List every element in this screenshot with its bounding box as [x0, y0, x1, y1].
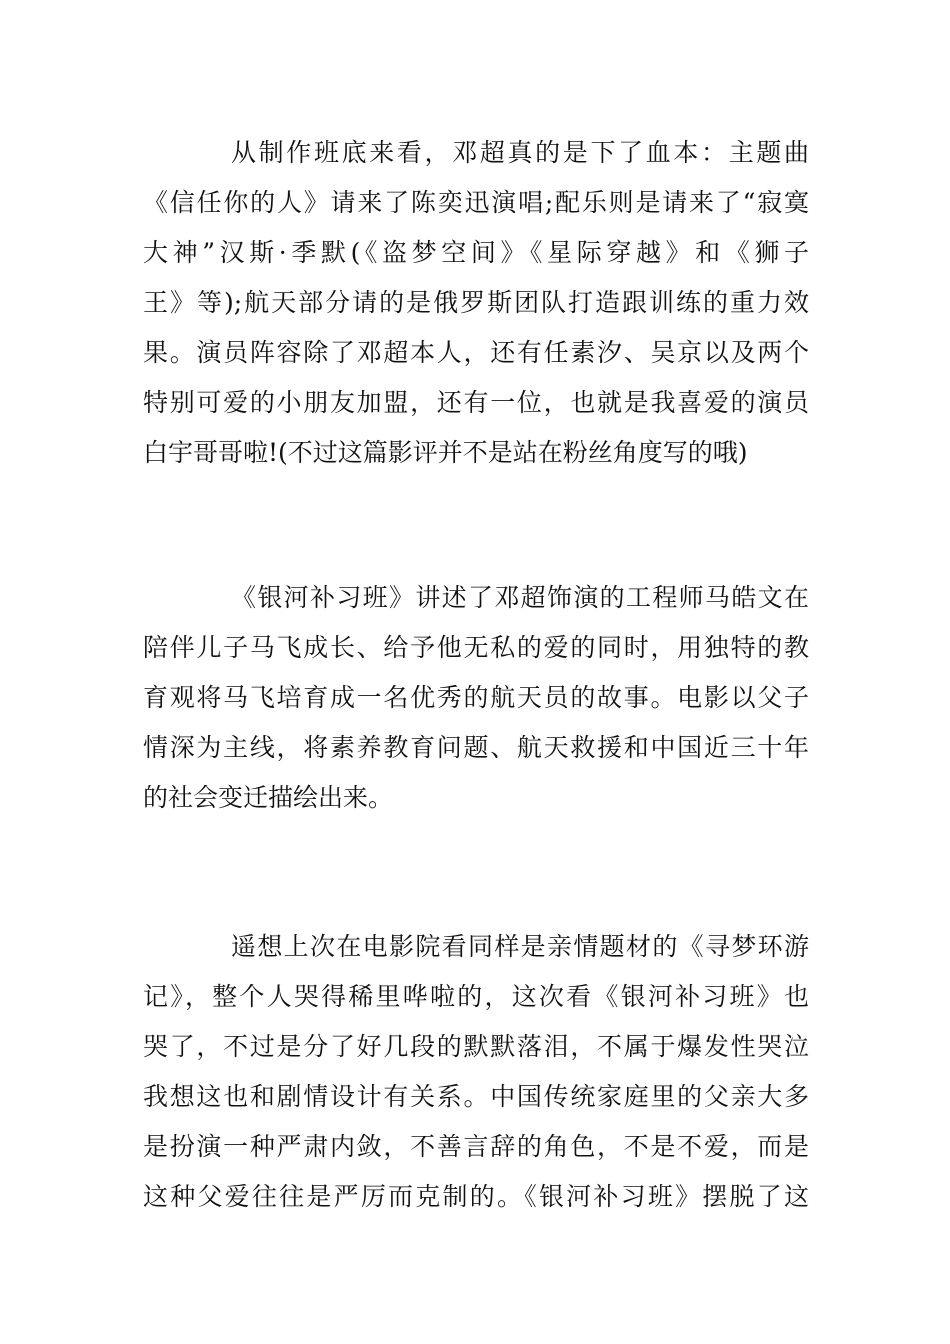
paragraph-viewing-reflection [143, 922, 809, 1222]
text-line: 哭了，不过是分了好几段的默默落泪，不属于爆发性哭泣 [143, 1032, 809, 1061]
text-line: 遥想上次在电影院看同样是亲情题材的《寻梦环游 [231, 932, 809, 961]
text-line: 是扮演一种严肃内敛，不善言辞的角色，不是不爱，而是 [143, 1132, 809, 1161]
text-line: 《银河补习班》讲述了邓超饰演的工程师马皓文在 [231, 583, 809, 612]
text-line: 果。演员阵容除了邓超本人，还有任素汐、吴京以及两个 [143, 338, 809, 367]
text-line: 王》等);航天部分请的是俄罗斯团队打造跟训练的重力效 [143, 288, 809, 317]
text-line: 这种父爱往往是严厉而克制的。《银河补习班》摆脱了这 [143, 1182, 809, 1211]
text-line: 育观将马飞培育成一名优秀的航天员的故事。电影以父子 [143, 683, 809, 712]
text-line: 特别可爱的小朋友加盟，还有一位，也就是我喜爱的演员 [143, 388, 809, 417]
paragraph-production-team [143, 128, 809, 478]
text-line: 《信任你的人》请来了陈奕迅演唱;配乐则是请来了“寂寞 [143, 188, 809, 217]
text-line: 白宇哥哥啦!(不过这篇影评并不是站在粉丝角度写的哦) [143, 438, 748, 467]
text-line: 的社会变迁描绘出来。 [143, 783, 394, 812]
text-line: 我想这也和剧情设计有关系。中国传统家庭里的父亲大多 [143, 1082, 809, 1111]
text-line: 陪伴儿子马飞成长、给予他无私的爱的同时，用独特的教 [143, 633, 809, 662]
text-line: 记》，整个人哭得稀里哗啦的，这次看《银河补习班》也 [143, 982, 809, 1011]
paragraph-plot-summary [143, 573, 809, 823]
text-line: 大神”汉斯·季默(《盗梦空间》《星际穿越》和《狮子 [143, 238, 809, 267]
text-line: 从制作班底来看，邓超真的是下了血本：主题曲 [231, 138, 809, 167]
text-line: 情深为主线，将素养教育问题、航天救援和中国近三十年 [143, 733, 809, 762]
